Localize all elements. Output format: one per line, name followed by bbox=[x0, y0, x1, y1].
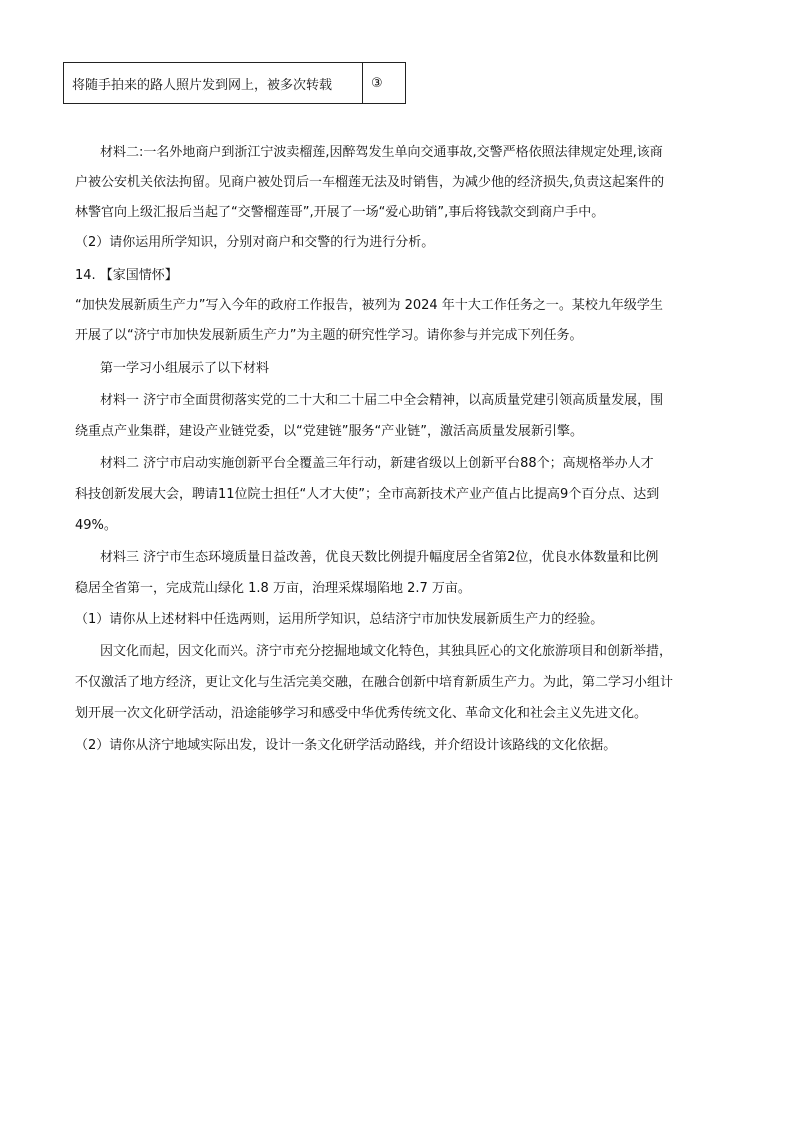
material3-line-2: 稳居全省第一，完成荒山绿化 1.8 万亩，治理采煤塌陷地 2.7 万亩。 bbox=[75, 581, 471, 596]
material1-line-2: 绕重点产业集群，建设产业链党委，以“党建链”服务“产业链”，激活高质量发展新引擎。 bbox=[75, 424, 583, 439]
table-row bbox=[64, 63, 406, 104]
group1-heading: 第一学习小组展示了以下材料 bbox=[100, 361, 270, 376]
q14-intro-line-2: 开展了以“济宁市加快发展新质生产力”为主题的研究性学习。请你参与并完成下列任务。 bbox=[75, 328, 583, 343]
material2-line-2: 户被公安机关依法拘留。见商户被处罚后一车榴莲无法及时销售，为减少他的经济损失,负责这起案件的 bbox=[75, 175, 665, 190]
material2-line-3: 林警官向上级汇报后当起了“交警榴莲哥”,开展了一场“爱心助销”,事后将钱款交到商户手中。 bbox=[75, 205, 605, 220]
behavior-table bbox=[63, 62, 406, 104]
table-cell-mark: ③ bbox=[363, 63, 406, 104]
material3-line-1: 材料三 济宁市生态环境质量日益改善，优良天数比例提升幅度居全省第2位，优良水体数量和比例 bbox=[100, 550, 659, 565]
q14-intro-line-1: “加快发展新质生产力”写入今年的政府工作报告，被列为 2024 年十大工作任务之一。某校九年级学生 bbox=[75, 298, 663, 313]
culture-line-2: 不仅激活了地方经济，更让文化与生活完美交融，在融合创新中培育新质生产力。为此，第二学习小组计 bbox=[75, 675, 674, 690]
question-13-2: （2）请你运用所学知识，分别对商户和交警的行为进行分析。 bbox=[75, 235, 435, 250]
material2b-line-3: 49%。 bbox=[75, 518, 117, 533]
culture-line-3: 划开展一次文化研学活动，沿途能够学习和感受中华优秀传统文化、革命文化和社会主义先进文化。 bbox=[75, 706, 648, 721]
material2b-line-1: 材料二 济宁市启动实施创新平台全覆盖三年行动，新建省级以上创新平台88个；高规格举办人才 bbox=[100, 456, 654, 471]
question-14-heading: 14. 【家国情怀】 bbox=[75, 268, 178, 283]
culture-line-1: 因文化而起，因文化而兴。济宁市充分挖掘地域文化特色，其独具匠心的文化旅游项目和创新举措， bbox=[100, 644, 673, 659]
material1-line-1: 材料一 济宁市全面贯彻落实党的二十大和二十届二中全会精神，以高质量党建引领高质量发展，围 bbox=[100, 393, 664, 408]
material2-line-1: 材料二:一名外地商户到浙江宁波卖榴莲,因醉驾发生单向交通事故,交警严格依照法律规定处理,该商 bbox=[100, 145, 663, 160]
material2b-line-2: 科技创新发展大会，聘请11位院士担任“人才大使”；全市高新技术产业产值占比提高9个百分点、达到 bbox=[75, 487, 660, 502]
question-14-1: （1）请你从上述材料中任选两则，运用所学知识，总结济宁市加快发展新质生产力的经验。 bbox=[75, 612, 604, 627]
table-cell-behavior: 将随手拍来的路人照片发到网上，被多次转载 bbox=[64, 63, 363, 104]
question-14-2: （2）请你从济宁地域实际出发，设计一条文化研学活动路线，并介绍设计该路线的文化依据。 bbox=[75, 738, 617, 753]
